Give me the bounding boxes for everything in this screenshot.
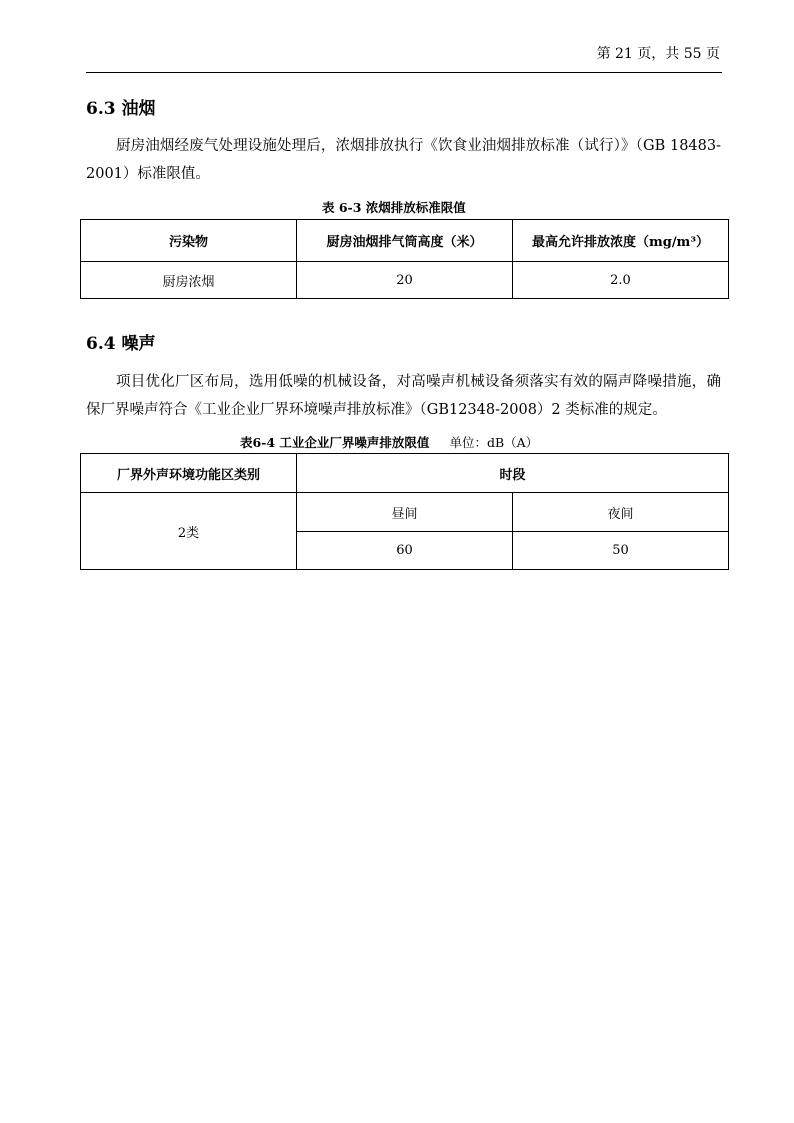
table-header-cell: 污染物	[81, 220, 297, 262]
table-header-cell: 时段	[297, 454, 729, 493]
section-paragraph-6-4: 项目优化厂区布局，选用低噪的机械设备，对高噪声机械设备须落实有效的隔声降噪措施，确保厂界噪声符合《工业企业厂界环境噪声排放标准》（GB12348-2008）2 类标准的规定。	[86, 374, 721, 418]
table-caption-6-4	[240, 434, 538, 452]
section-heading-6-4: 6.4 噪声	[86, 334, 156, 354]
section-paragraph-6-3: 厨房油烟经废气处理设施处理后，浓烟排放执行《饮食业油烟排放标准（试行）》（GB 18483-2001）标准限值。	[86, 138, 721, 182]
table-cell: 50	[513, 532, 729, 570]
table-6-3	[80, 219, 729, 299]
section-heading-6-3: 6.3 油烟	[86, 99, 156, 119]
table-row	[81, 493, 729, 532]
table-6-4	[80, 453, 729, 570]
table-cell: 夜间	[513, 493, 729, 532]
table-caption-title: 表6-4 工业企业厂界噪声排放限值	[240, 435, 430, 450]
page-number: 第 21 页，共 55 页	[596, 46, 720, 62]
table-cell: 厨房浓烟	[81, 262, 297, 299]
header-divider	[86, 72, 722, 73]
table-header-row	[81, 454, 729, 493]
table-cell: 2类	[81, 493, 297, 570]
table-header-cell: 厨房油烟排气筒高度（米）	[297, 220, 513, 262]
table-caption-6-3: 表 6-3 浓烟排放标准限值	[322, 200, 466, 215]
table-header-cell: 最高允许排放浓度（mg/m³）	[513, 220, 729, 262]
table-cell: 昼间	[297, 493, 513, 532]
table-row	[81, 262, 729, 299]
table-header-row	[81, 220, 729, 262]
table-unit: 单位：dB（A）	[449, 435, 539, 450]
table-cell: 2.0	[513, 262, 729, 299]
table-header-cell: 厂界外声环境功能区类别	[81, 454, 297, 493]
table-cell: 20	[297, 262, 513, 299]
table-cell: 60	[297, 532, 513, 570]
